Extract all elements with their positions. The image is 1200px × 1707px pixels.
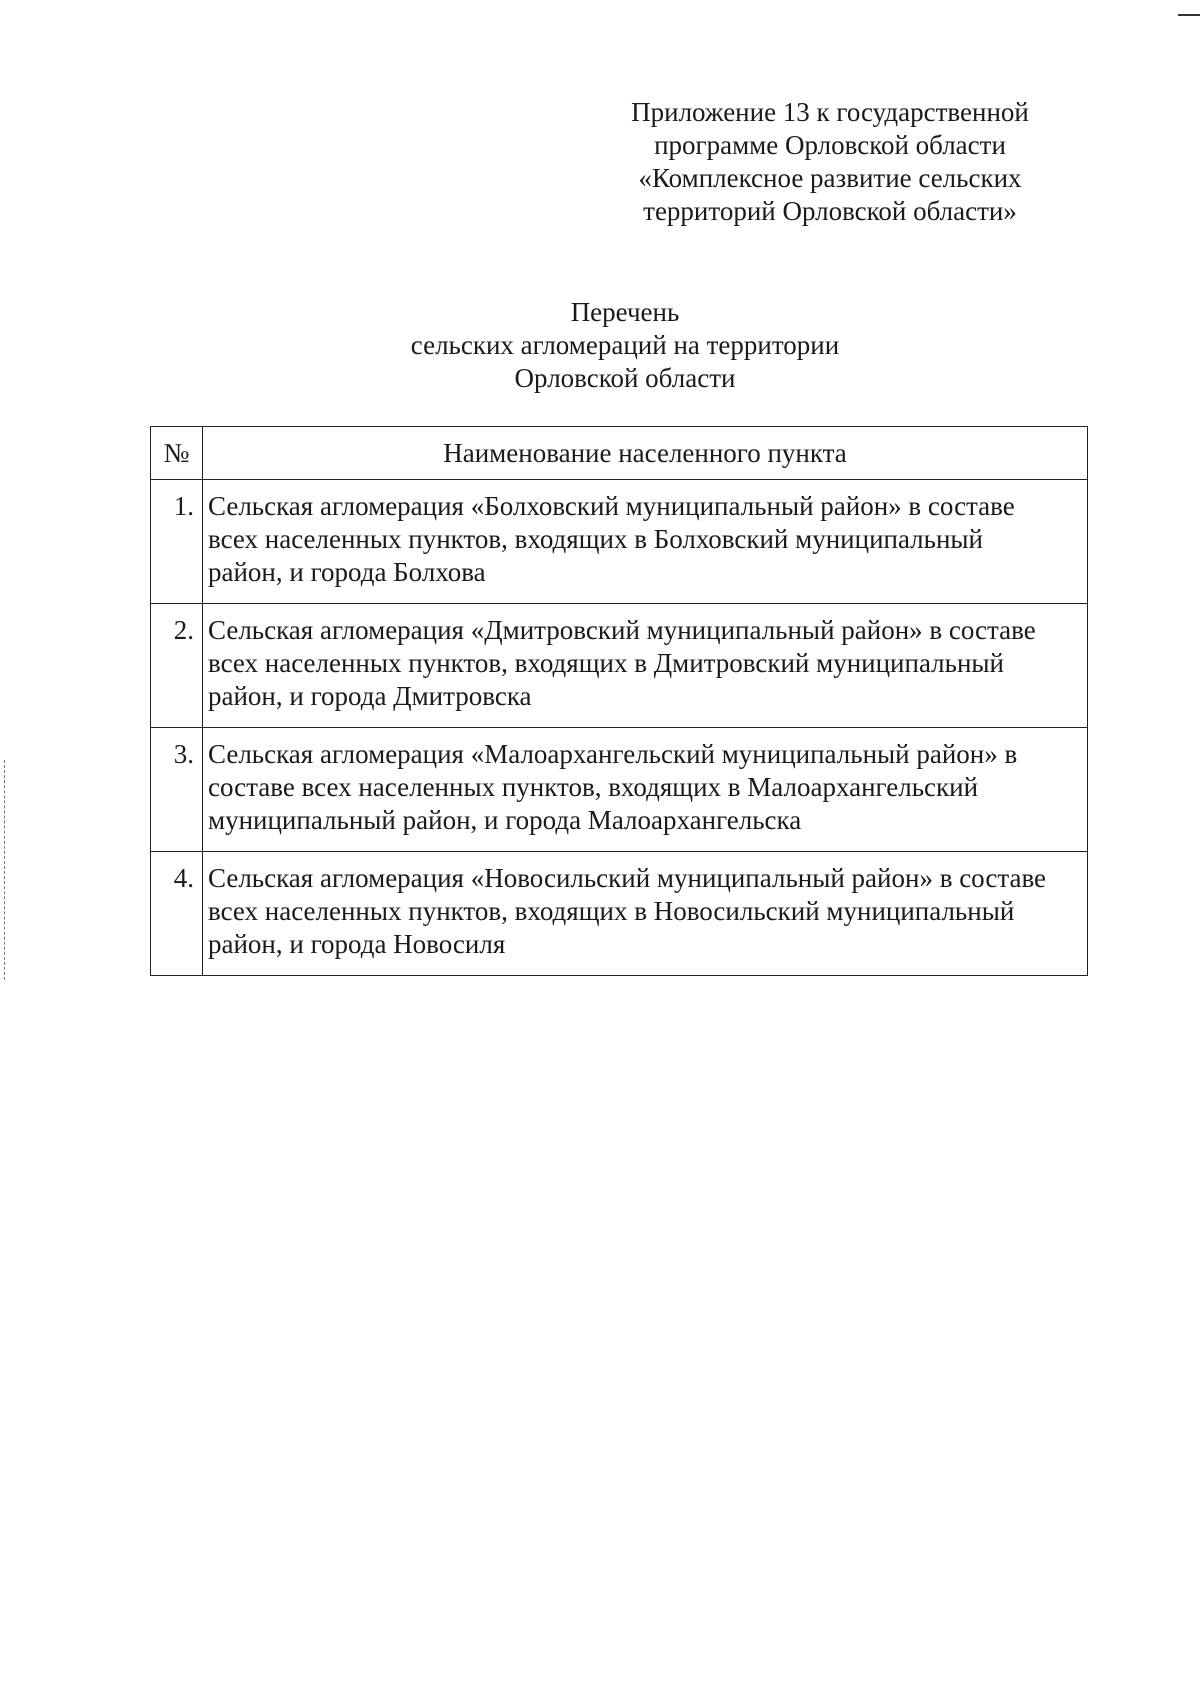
row-name-line: район, и города Болхова bbox=[208, 557, 486, 587]
number-column-header: № bbox=[151, 427, 203, 480]
scan-margin-line bbox=[4, 760, 5, 980]
row-name bbox=[203, 852, 1088, 976]
table-row bbox=[151, 480, 1088, 604]
row-name-line: Сельская агломерация «Дмитровский муниципальный район» в составе bbox=[208, 615, 1036, 645]
table-row bbox=[151, 852, 1088, 976]
row-name-line: всех населенных пунктов, входящих в Новосильский муниципальный bbox=[208, 896, 1015, 926]
row-name-line: район, и города Новосиля bbox=[208, 929, 506, 959]
table-header-row bbox=[151, 427, 1088, 480]
appendix-line: территорий Орловской области» bbox=[643, 196, 1017, 226]
row-name bbox=[203, 728, 1088, 852]
appendix-line: Приложение 13 к государственной bbox=[631, 97, 1029, 127]
scan-edge-mark bbox=[1178, 14, 1200, 16]
table-row bbox=[151, 728, 1088, 852]
row-name-line: Сельская агломерация «Малоархангельский муниципальный район» в bbox=[208, 739, 1018, 769]
appendix-line: «Комплексное развитие сельских bbox=[638, 163, 1022, 193]
title-line: сельских агломераций на территории bbox=[410, 330, 840, 360]
row-name-line: Сельская агломерация «Болховский муниципальный район» в составе bbox=[208, 491, 1015, 521]
row-name bbox=[203, 480, 1088, 604]
row-number: 1. bbox=[151, 480, 203, 604]
row-name-line: район, и города Дмитровска bbox=[208, 681, 532, 711]
row-number: 3. bbox=[151, 728, 203, 852]
row-name-line: составе всех населенных пунктов, входящих в Малоархангельский bbox=[208, 772, 979, 802]
row-name bbox=[203, 604, 1088, 728]
row-name-line: Сельская агломерация «Новосильский муниципальный район» в составе bbox=[208, 863, 1047, 893]
row-number: 4. bbox=[151, 852, 203, 976]
agglomerations-table bbox=[150, 426, 1088, 976]
row-name-line: муниципальный район, и города Малоархангельска bbox=[208, 805, 802, 835]
title-line: Орловской области bbox=[514, 363, 736, 393]
row-name-line: всех населенных пунктов, входящих в Болховский муниципальный bbox=[208, 524, 984, 554]
title-line: Перечень bbox=[570, 297, 680, 327]
table-row bbox=[151, 604, 1088, 728]
appendix-note bbox=[600, 96, 1060, 228]
name-column-header: Наименование населенного пункта bbox=[203, 427, 1088, 480]
document-title bbox=[300, 296, 950, 395]
appendix-line: программе Орловской области bbox=[654, 130, 1006, 160]
row-number: 2. bbox=[151, 604, 203, 728]
row-name-line: всех населенных пунктов, входящих в Дмитровский муниципальный bbox=[208, 648, 1004, 678]
